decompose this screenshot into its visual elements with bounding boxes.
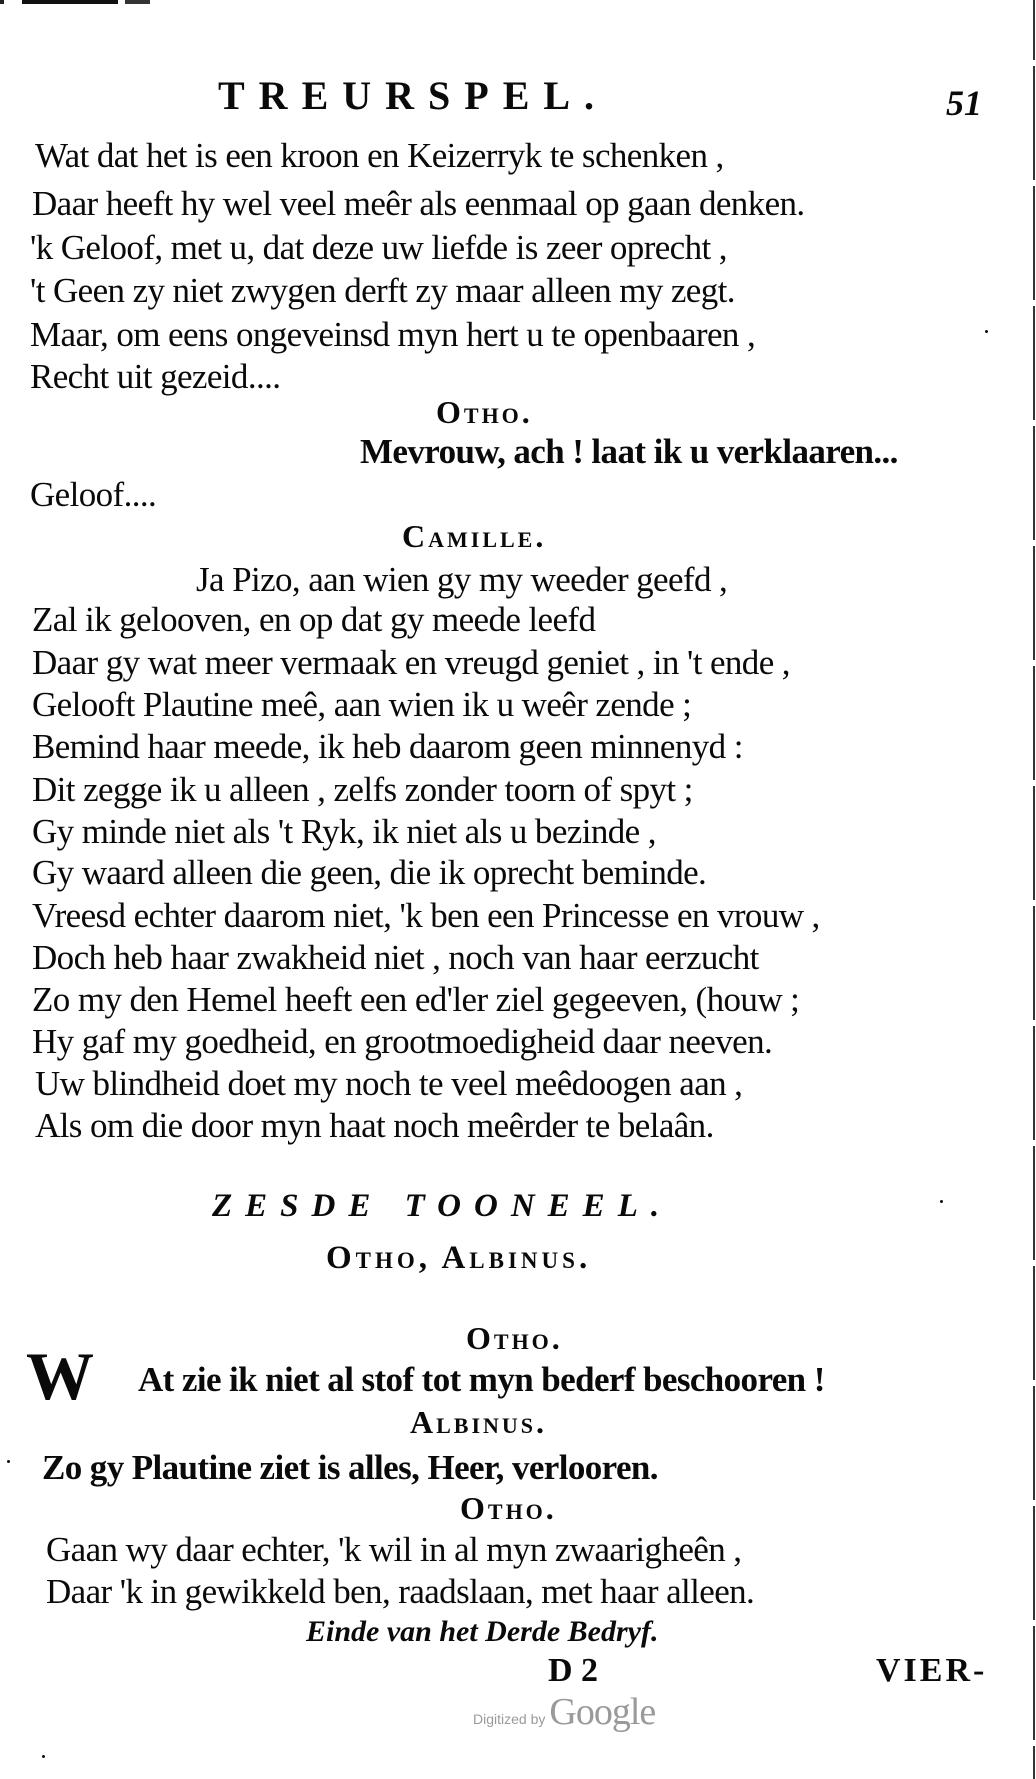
verse-line: Zal ik gelooven, en op dat gy meede leefd xyxy=(32,600,596,639)
speaker-name: Otho. xyxy=(436,394,533,430)
verse-line: Doch heb haar zwakheid niet , noch van haar eerzucht xyxy=(32,938,759,977)
verse-line: Daar heeft hy wel veel meêr als eenmaal op gaan denken. xyxy=(32,184,805,223)
speaker-name: Albinus. xyxy=(410,1404,548,1440)
verse-line: At zie ik niet al stof tot myn bederf beschooren ! xyxy=(138,1360,825,1399)
verse-line: Gelooft Plautine meê, aan wien ik u weêr zende ; xyxy=(32,685,692,724)
verse-line: Wat dat het is een kroon en Keizerryk te schenken , xyxy=(35,136,724,175)
page-edge-rule xyxy=(1033,0,1035,1779)
verse-line: Gy waard alleen die geen, die ik oprecht beminde. xyxy=(32,853,707,892)
running-head: TREURSPEL. xyxy=(218,73,609,118)
print-speck xyxy=(985,330,988,333)
verse-line: Uw blindheid doet my noch te veel meêdoogen aan , xyxy=(35,1064,743,1103)
verse-line: Gaan wy daar echter, 'k wil in al myn zwaarigheên , xyxy=(46,1530,742,1569)
scene-cast: Otho, Albinus. xyxy=(326,1240,592,1276)
verse-line: Ja Pizo, aan wien gy my weeder geefd , xyxy=(196,560,728,599)
verse-line: Gy minde niet als 't Ryk, ik niet als u bezinde , xyxy=(32,812,656,851)
verse-line: Bemind haar meede, ik heb daarom geen minnenyd : xyxy=(32,727,743,766)
page-number: 51 xyxy=(946,83,982,123)
speaker-name: Otho. xyxy=(466,1320,563,1356)
verse-line: Recht uit gezeid.... xyxy=(30,357,281,396)
scene-title: ZESDE TOONEEL. xyxy=(212,1188,673,1224)
page-edge-mark xyxy=(0,0,165,4)
verse-line: Mevrouw, ach ! laat ik u verklaaren... xyxy=(360,432,898,471)
end-of-act: Einde van het Derde Bedryf. xyxy=(306,1615,659,1648)
print-speck xyxy=(940,1200,943,1203)
verse-line: Hy gaf my goedheid, en grootmoedigheid daar neeven. xyxy=(32,1022,773,1061)
signature-mark: D 2 xyxy=(548,1652,599,1689)
verse-line: Maar, om eens ongeveinsd myn hert u te openbaaren , xyxy=(30,315,756,354)
digitization-watermark xyxy=(473,1690,655,1734)
print-speck xyxy=(42,1755,45,1758)
verse-line: Geloof.... xyxy=(30,475,157,514)
watermark-prefix: Digitized by xyxy=(473,1711,546,1727)
verse-line: Dit zegge ik u alleen , zelfs zonder toorn of spyt ; xyxy=(32,770,693,809)
print-speck xyxy=(7,1460,10,1463)
verse-line: Zo gy Plautine ziet is alles, Heer, verlooren. xyxy=(42,1448,658,1487)
verse-line: Zo my den Hemel heeft een ed'ler ziel gegeeven, (houw ; xyxy=(32,980,800,1019)
speaker-name: Camille. xyxy=(402,518,547,554)
page-header xyxy=(0,72,1036,132)
catchword: VIER- xyxy=(876,1652,988,1689)
verse-line: 'k Geloof, met u, dat deze uw liefde is zeer oprecht , xyxy=(30,228,727,267)
drop-cap: W xyxy=(26,1338,94,1414)
verse-line: Daar gy wat meer vermaak en vreugd geniet , in 't ende , xyxy=(32,643,790,682)
verse-line: Als om die door myn haat noch meêrder te belaân. xyxy=(35,1106,714,1145)
verse-line: Daar 'k in gewikkeld ben, raadslaan, met haar alleen. xyxy=(46,1572,755,1611)
verse-line: Vreesd echter daarom niet, 'k ben een Princesse en vrouw , xyxy=(32,896,820,935)
google-logo: Google xyxy=(549,1691,656,1733)
speaker-name: Otho. xyxy=(460,1490,557,1526)
verse-line: 't Geen zy niet zwygen derft zy maar alleen my zegt. xyxy=(30,271,735,310)
